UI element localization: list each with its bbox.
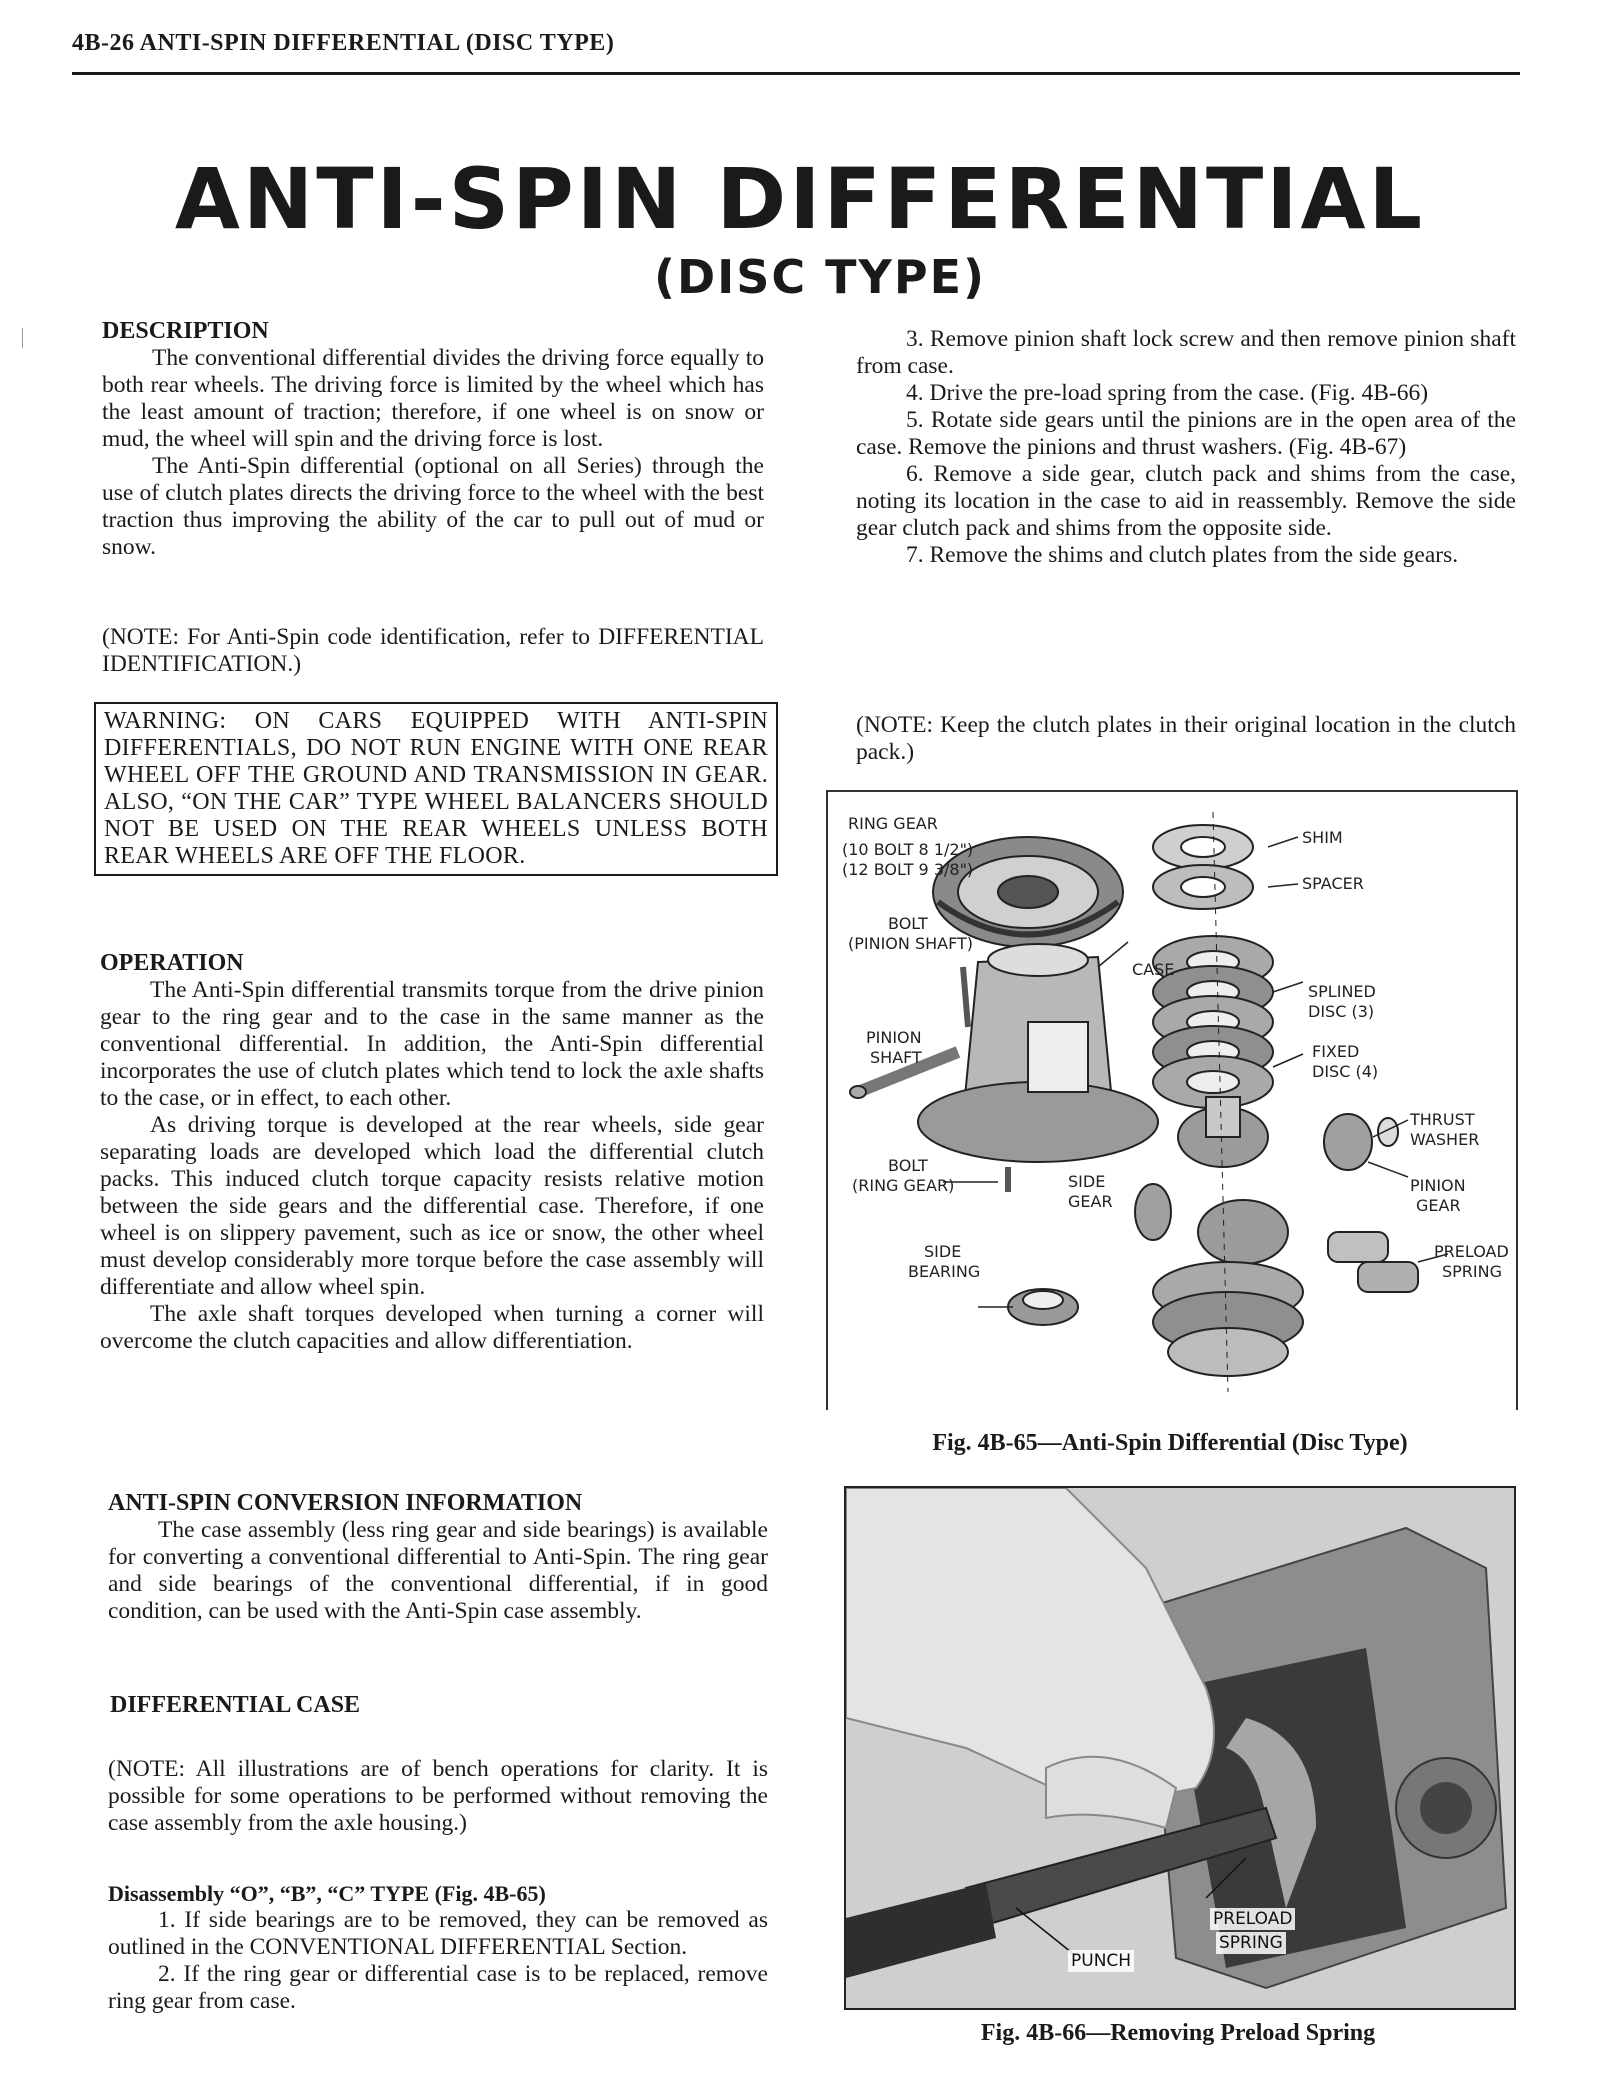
figure-4b-65	[826, 790, 1518, 1410]
pinion-gear-drawing	[1324, 1114, 1398, 1170]
label-ring-gear-12-bolt: (12 BOLT 9 3/8")	[842, 860, 974, 879]
label-thrust-1: THRUST	[1410, 1110, 1475, 1129]
pinion-shaft-bolt-drawing	[963, 967, 968, 1027]
shim-drawing	[1153, 825, 1253, 869]
spacer-drawing	[1153, 865, 1253, 909]
figure-4b-66	[844, 1486, 1516, 2010]
conversion-paragraph: The case assembly (less ring gear and side bearings) is available for converting a conventional differential to Anti-Spin. The ring gear and side bearings of the conventional differential, if in good condition, can be used with the Anti-Spin case assembly.	[108, 1517, 768, 1624]
figure-4b-65-caption: Fig. 4B-65—Anti-Spin Differential (Disc Type)	[932, 1430, 1408, 1456]
preload-spring-photo	[846, 1488, 1514, 2008]
label-splined-2: DISC (3)	[1308, 1002, 1375, 1021]
identification-note: (NOTE: For Anti-Spin code identification, refer to DIFFERENTIAL IDENTIFICATION.)	[102, 624, 764, 677]
label-side-bearing-1: SIDE	[924, 1242, 962, 1261]
warning-box: WARNING: ON CARS EQUIPPED WITH ANTI-SPIN DIFFERENTIALS, DO NOT RUN ENGINE WITH ONE REAR WHEEL OFF THE GROUND AND TRANSMISSION IN GEAR. ALSO, “ON THE CAR” TYPE WHEEL BALANCERS SHOULD NOT BE USED ON THE REAR WHEELS UNLESS BOTH REAR WHEELS ARE OFF THE FLOOR.	[94, 702, 778, 876]
clutch-note: (NOTE: Keep the clutch plates in their original location in the clutch pack.)	[856, 712, 1516, 765]
photo-label-preload-1: PRELOAD	[1210, 1908, 1295, 1930]
label-preload-1: PRELOAD	[1434, 1242, 1509, 1261]
label-side-gear-2: GEAR	[1068, 1192, 1113, 1211]
header-rule	[72, 72, 1520, 75]
margin-mark	[22, 328, 23, 348]
label-fixed-2: DISC (4)	[1312, 1062, 1379, 1081]
step-6: 6. Remove a side gear, clutch pack and shims from the case, noting its location in the case to aid in reassembly. Remove the side gear clutch pack and shims from the opposite side.	[856, 461, 1516, 541]
label-case: CASE	[1132, 960, 1175, 979]
label-preload-2: SPRING	[1442, 1262, 1503, 1281]
label-pinion-gear-2: GEAR	[1416, 1196, 1461, 1215]
label-pinion-bolt-2: (PINION SHAFT)	[848, 934, 974, 953]
step-3: 3. Remove pinion shaft lock screw and then remove pinion shaft from case.	[856, 326, 1516, 379]
case-heading: DIFFERENTIAL CASE	[110, 1692, 361, 1718]
side-gear-upper-drawing	[1178, 1097, 1268, 1167]
step-4: 4. Drive the pre-load spring from the case. (Fig. 4B-66)	[906, 380, 1429, 406]
conversion-heading: ANTI-SPIN CONVERSION INFORMATION	[108, 1490, 583, 1516]
page-title: ANTI-SPIN DIFFERENTIAL	[174, 150, 1426, 248]
side-gear-lower-drawing	[1153, 1200, 1303, 1376]
step-2: 2. If the ring gear or differential case is to be replaced, remove ring gear from case.	[108, 1961, 768, 2014]
label-splined-1: SPLINED	[1308, 982, 1376, 1001]
label-spacer: SPACER	[1302, 874, 1364, 893]
description-paragraph-2: The Anti-Spin differential (optional on all Series) through the use of clutch plates directs the driving force to the wheel with the best traction thus improving the ability of the car to pull out of mud or snow.	[102, 453, 764, 560]
page-subtitle: (DISC TYPE)	[653, 250, 987, 304]
label-pinion-gear-1: PINION	[1410, 1176, 1466, 1195]
side-bearing-drawing	[1008, 1289, 1078, 1325]
label-side-bearing-2: BEARING	[908, 1262, 981, 1281]
label-shim: SHIM	[1302, 828, 1343, 847]
exploded-differential-illustration	[828, 792, 1516, 1410]
label-pinion-shaft-2: SHAFT	[870, 1048, 922, 1067]
label-pinion-bolt-1: BOLT	[888, 914, 928, 933]
description-paragraph-1: The conventional differential divides the driving force equally to both rear wheels. The driving force is limited by the wheel which has the least amount of traction; therefore, if one wheel is on snow or mud, the wheel will spin and the driving force is lost.	[102, 345, 764, 452]
bench-note: (NOTE: All illustrations are of bench operations for clarity. It is possible for some operations to be performed without removing the case assembly from the axle housing.)	[108, 1756, 768, 1836]
operation-section	[100, 950, 764, 1355]
label-ring-bolt-1: BOLT	[888, 1156, 928, 1175]
label-ring-bolt-2: (RING GEAR)	[852, 1176, 955, 1195]
figure-4b-66-caption: Fig. 4B-66—Removing Preload Spring	[980, 2020, 1376, 2046]
label-ring-gear: RING GEAR	[848, 814, 938, 833]
step-7: 7. Remove the shims and clutch plates from the side gears.	[906, 542, 1459, 568]
step-5: 5. Rotate side gears until the pinions are in the open area of the case. Remove the pinions and thrust washers. (Fig. 4B-67)	[856, 407, 1516, 460]
operation-paragraph-1: The Anti-Spin differential transmits torque from the drive pinion gear to the ring gear and to the case in the same manner as the conventional differential. In addition, the Anti-Spin differential incorporates the use of clutch plates which tend to lock the axle shafts to the case, or in effect, to each other.	[100, 977, 764, 1111]
steps-section	[856, 326, 1516, 569]
side-gear-left-drawing	[1135, 1184, 1171, 1240]
disassembly-heading: Disassembly “O”, “B”, “C” TYPE (Fig. 4B-65)	[108, 1881, 546, 1906]
step-1: 1. If side bearings are to be removed, they can be removed as outlined in the CONVENTIONAL DIFFERENTIAL Section.	[108, 1907, 768, 1960]
preload-spring-drawing	[1328, 1232, 1418, 1292]
description-heading: DESCRIPTION	[102, 318, 269, 344]
label-pinion-shaft-1: PINION	[866, 1028, 922, 1047]
operation-heading: OPERATION	[100, 950, 244, 976]
description-section	[102, 318, 764, 561]
conversion-section	[108, 1490, 768, 1625]
label-thrust-2: WASHER	[1410, 1130, 1480, 1149]
photo-label-punch: PUNCH	[1068, 1950, 1134, 1972]
label-fixed-1: FIXED	[1312, 1042, 1360, 1061]
operation-paragraph-2: As driving torque is developed at the rear wheels, side gear separating loads are developed which load the differential clutch packs. This induced clutch torque capacity resists relative motion between the side gears and the differential case. Therefore, if one wheel is on slippery pavement, such as ice or snow, the other wheel must develop considerably more torque before the case assembly will differentiate and allow wheel spin.	[100, 1112, 764, 1300]
running-head: 4B-26 ANTI-SPIN DIFFERENTIAL (DISC TYPE)	[72, 30, 615, 56]
operation-paragraph-3: The axle shaft torques developed when turning a corner will overcome the clutch capacities and allow differentiation.	[100, 1301, 764, 1354]
label-ring-gear-10-bolt: (10 BOLT 8 1/2")	[842, 840, 974, 859]
label-side-gear-1: SIDE	[1068, 1172, 1106, 1191]
photo-label-preload-2: SPRING	[1216, 1932, 1286, 1954]
disassembly-section	[108, 1880, 768, 2015]
